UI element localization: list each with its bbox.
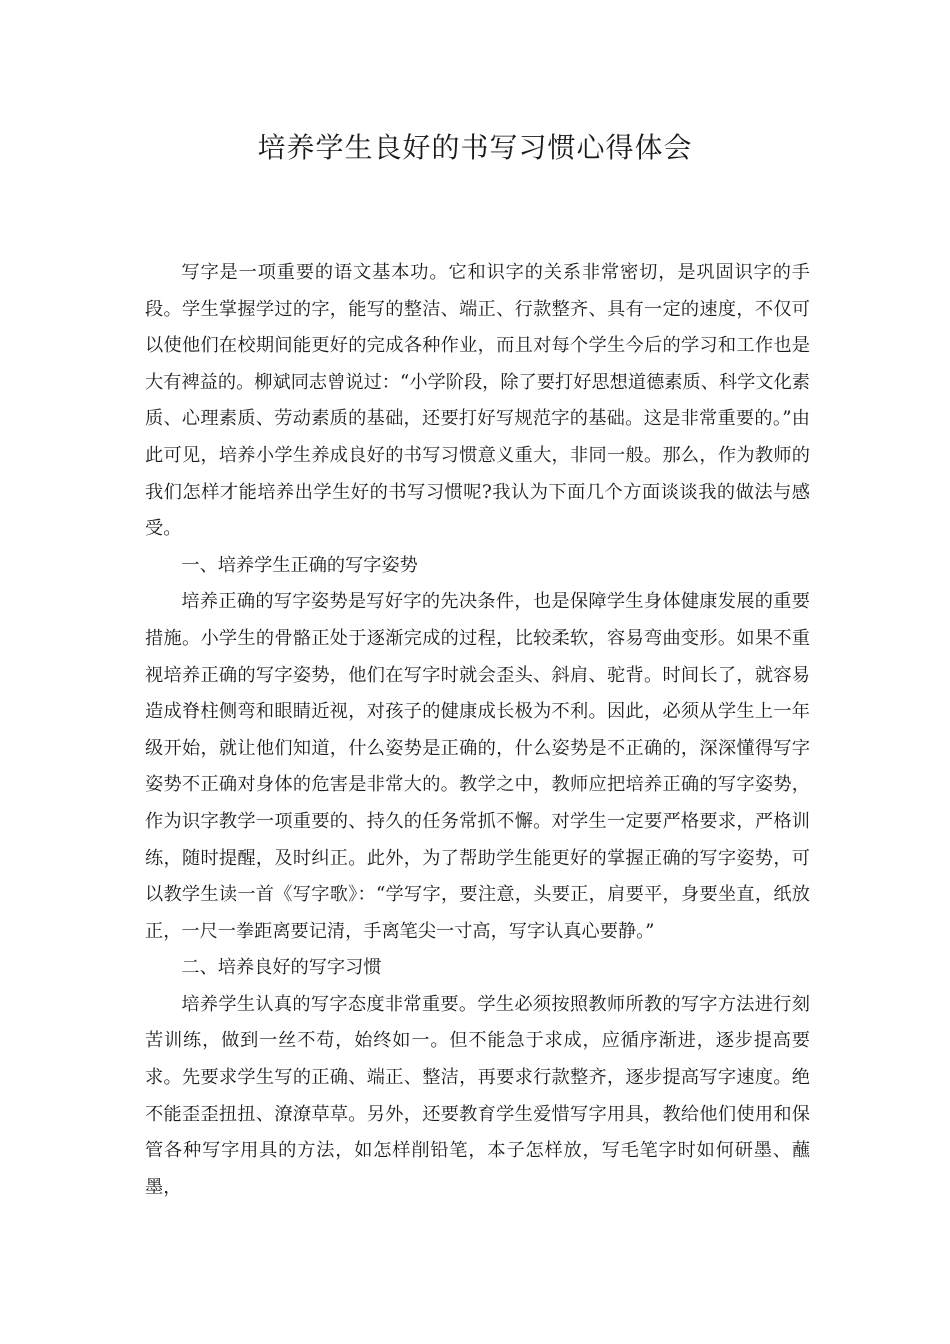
section-heading-posture: 一、培养学生正确的写字姿势	[181, 554, 418, 576]
paragraph-habits: 培养学生认真的写字态度非常重要。学生必须按照教师所教的写字方法进行刻苦训练，做到一丝不苟，始终如一。但不能急于求成，应循序渐进，逐步提高要求。先要求学生写的正确、端正、整洁，再要求行款整齐，逐步提高写字速度。绝不能歪歪扭扭、潦潦草草。另外，还要教育学生爱惜写字用具，教给他们使用和保管各种写字用具的方法，如怎样削铅笔，本子怎样放，写毛笔字时如何研墨、蘸墨，	[145, 993, 810, 1198]
paragraph-posture: 培养正确的写字姿势是写好字的先决条件，也是保障学生身体健康发展的重要措施。小学生的骨骼正处于逐渐完成的过程，比较柔软，容易弯曲变形。如果不重视培养正确的写字姿势，他们在写字时就会歪头、斜肩、驼背。时间长了，就容易造成脊柱侧弯和眼睛近视，对孩子的健康成长极为不利。因此，必须从学生上一年级开始，就让他们知道，什么姿势是正确的，什么姿势是不正确的，深深懂得写字姿势不正确对身体的危害是非常大的。教学之中，教师应把培养正确的写字姿势，作为识字教学一项重要的、持久的任务常抓不懈。对学生一定要严格要求，严格训练，随时提醒，及时纠正。此外，为了帮助学生能更好的掌握正确的写字姿势，可以教学生读一首《写字歌》：“学写字，要注意，头要正，肩要平，身要坐直，纸放正，一尺一拳距离要记清，手离笔尖一寸高，写字认真心要静。”	[145, 591, 810, 942]
section-heading-habits: 二、培养良好的写字习惯	[181, 957, 382, 979]
document-body	[145, 255, 810, 1206]
document-title: 培养学生良好的书写习惯心得体会	[257, 131, 693, 164]
paragraph-intro: 写字是一项重要的语文基本功。它和识字的关系非常密切，是巩固识字的手段。学生掌握学过的字，能写的整洁、端正、行款整齐、具有一定的速度，不仅可以使他们在校期间能更好的完成各种作业，而且对每个学生今后的学习和工作也是大有裨益的。柳斌同志曾说过：“小学阶段，除了要打好思想道德素质、科学文化素质、心理素质、劳动素质的基础，还要打好写规范字的基础。这是非常重要的。”由此可见，培养小学生养成良好的书写习惯意义重大，非同一般。那么，作为教师的我们怎样才能培养出学生好的书写习惯呢?我认为下面几个方面谈谈我的做法与感受。	[145, 262, 810, 540]
